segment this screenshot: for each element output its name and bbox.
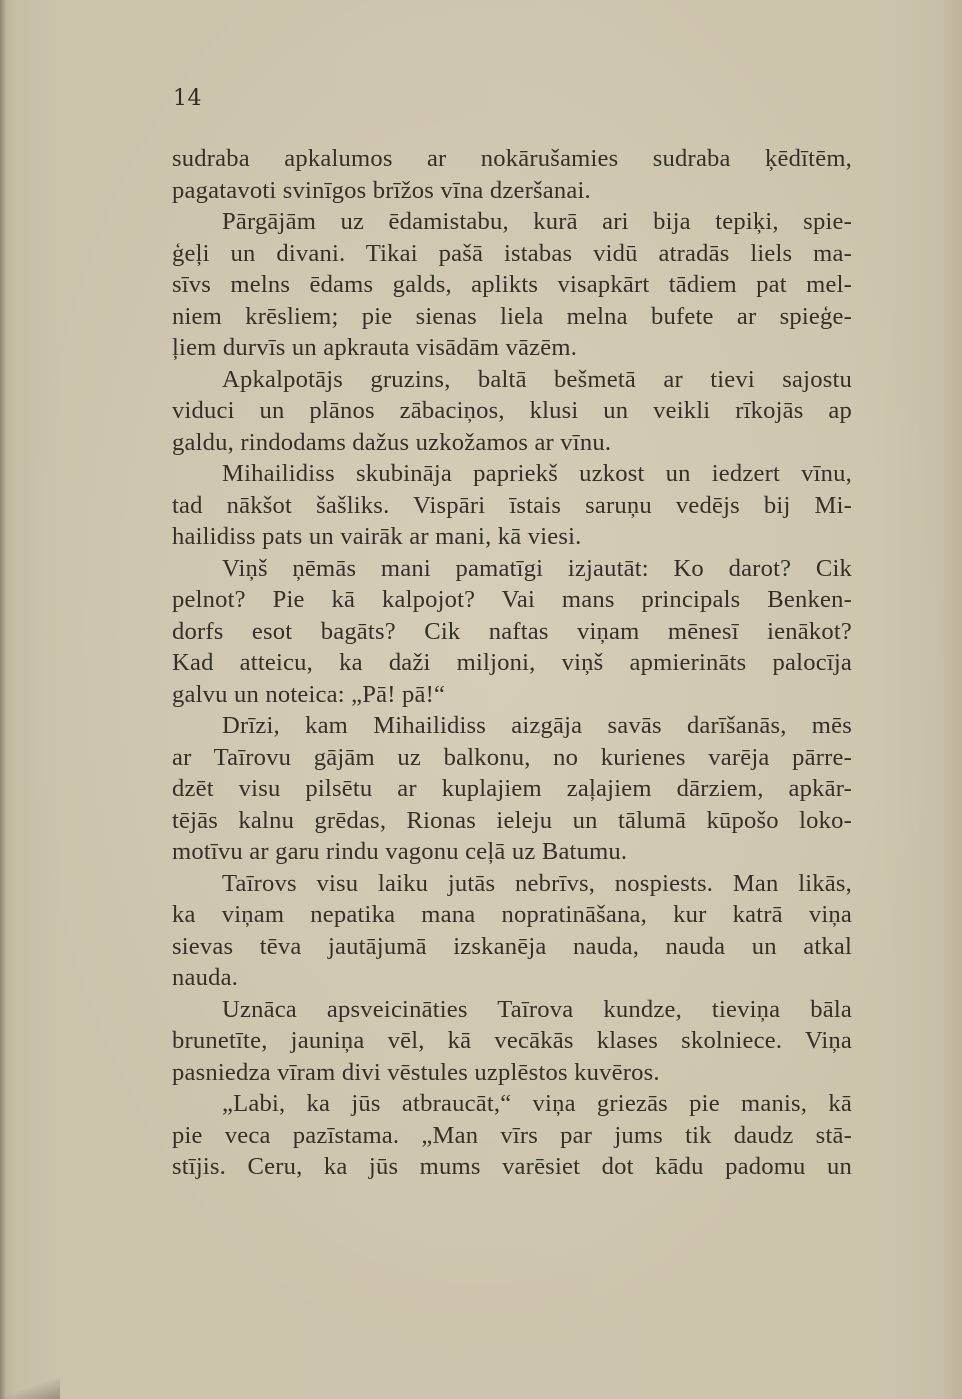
text-line: Taīrovs visu laiku jutās nebrīvs, nospiests. Man likās, — [222, 869, 852, 897]
text-line: pelnot? Pie kā kalpojot? Vai mans principals Benken- — [172, 586, 852, 613]
text-line: Apkalpotājs gruzins, baltā bešmetā ar tievi sajostu — [222, 365, 852, 393]
text-line: ar Taīrovu gājām uz balkonu, no kurienes varēja pārre- — [172, 743, 852, 771]
text-line: sievas tēva jautājumā izskanēja nauda, nauda un atkal — [172, 932, 852, 960]
text-line: ļiem durvīs un apkrauta visādām vāzēm. — [172, 334, 578, 361]
page-corner-shadow — [0, 1369, 60, 1399]
text-line: dorfs esot bagāts? Cik naftas viņam mēnesī ienākot? — [172, 617, 852, 645]
text-line: niem krēsliem; pie sienas liela melna bufete ar spieģe- — [172, 302, 852, 330]
text-line: nauda. — [172, 964, 239, 991]
text-line: galvu un noteica: „Pā! pā!“ — [172, 680, 446, 708]
text-line: tad nākšot šašliks. Vispāri īstais saruņu vedējs bij Mi- — [172, 491, 852, 519]
text-line: dzēt visu pilsētu ar kuplajiem zaļajiem dārziem, apkār- — [172, 775, 852, 802]
text-line: motīvu ar garu rindu vagonu ceļā uz Batumu. — [172, 838, 628, 865]
text-line: ģeļi un divani. Tikai pašā istabas vidū atradās liels ma- — [172, 239, 852, 267]
text-line: pasniedza vīram divi vēstules uzplēstos kuvēros. — [172, 1058, 660, 1086]
text-line: Uznāca apsveicināties Taīrova kundze, tieviņa bāla — [222, 995, 852, 1023]
text-line: tējās kalnu grēdas, Rionas ieleju un tālumā kūpošo loko- — [172, 806, 852, 834]
page-edge-shadow — [0, 0, 6, 1399]
text-line: Mihailidiss skubināja papriekš uzkost un iedzert vīnu, — [222, 460, 852, 487]
text-line: sīvs melns ēdams galds, aplikts visapkārt tādiem pat mel- — [172, 271, 852, 298]
text-line: Pārgājām uz ēdamistabu, kurā ari bija tepiķi, spie- — [222, 208, 852, 235]
text-line: Viņš ņēmās mani pamatīgi izjautāt: Ko darot? Cik — [222, 554, 852, 582]
text-line: viduci un plānos zābaciņos, klusi un veikli rīkojās ap — [172, 397, 852, 424]
text-line: sudraba apkalumos ar nokārušamies sudraba ķēdītēm, — [172, 145, 852, 172]
text-line: hailidiss pats un vairāk ar mani, kā viesi. — [172, 523, 582, 550]
text-line: pie veca pazīstama. „Man vīrs par jums tik daudz stā- — [172, 1121, 852, 1149]
text-line: galdu, rindodams dažus uzkožamos ar vīnu. — [172, 428, 612, 456]
text-line: brunetīte, jauniņa vēl, kā vecākās klases skolniece. Viņa — [172, 1027, 852, 1054]
body-text — [172, 143, 852, 1183]
text-line: stījis. Ceru, ka jūs mums varēsiet dot kādu padomu un — [172, 1153, 852, 1180]
text-line: Kad atteicu, ka daži miljoni, viņš apmierināts palocīja — [172, 649, 852, 676]
page-number: 14 — [173, 86, 202, 111]
text-line: ka viņam nepatika mana nopratināšana, kur katrā viņa — [172, 901, 852, 928]
text-line: „Labi, ka jūs atbraucāt,“ viņa griezās pie manis, kā — [222, 1090, 852, 1117]
text-line: Drīzi, kam Mihailidiss aizgāja savās darīšanās, mēs — [222, 712, 852, 739]
text-line: pagatavoti svinīgos brīžos vīna dzeršanai. — [172, 176, 591, 204]
